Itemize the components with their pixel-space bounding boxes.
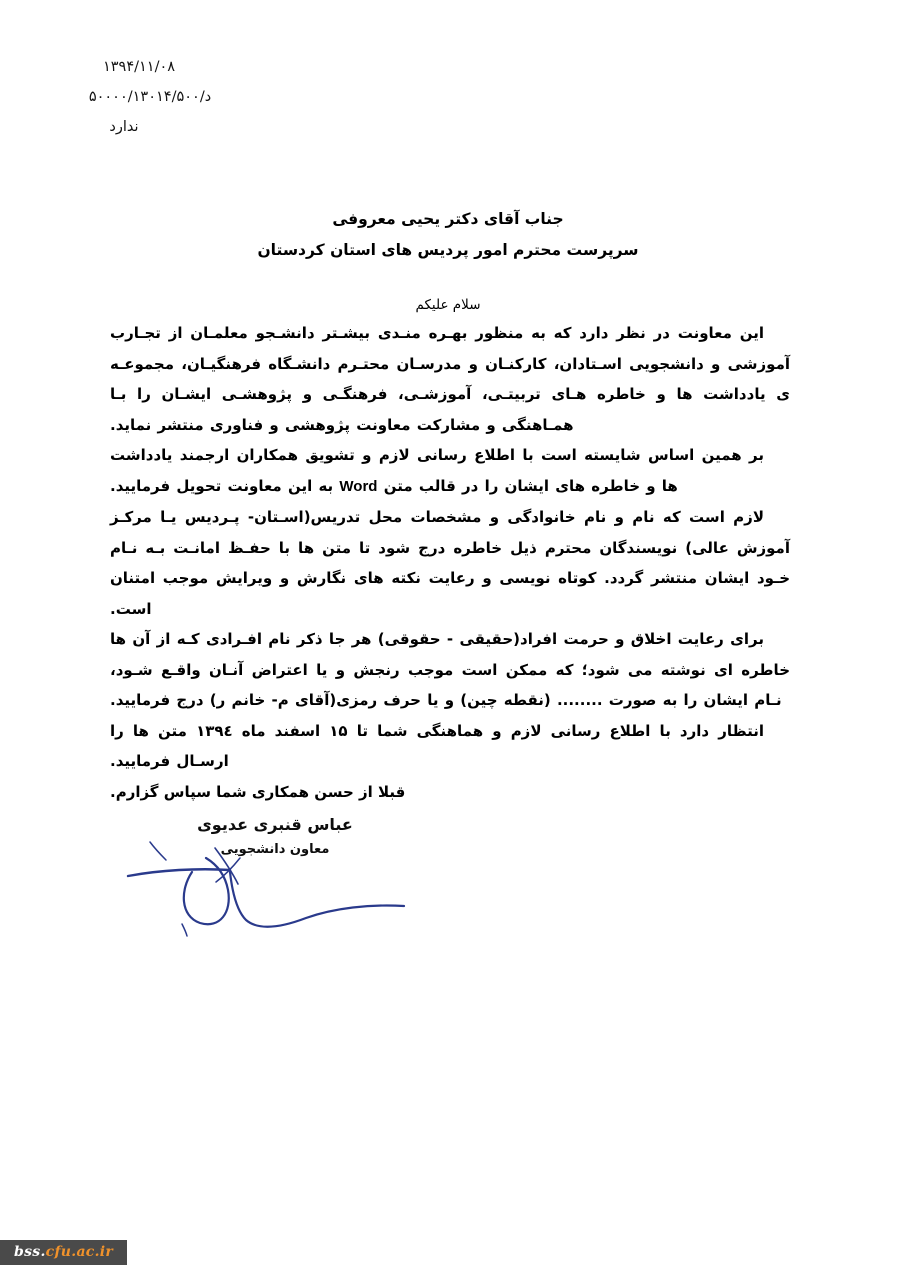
recipient-name: جناب آقای دکتر یحیی معروفی	[332, 210, 564, 228]
recipient-title: سرپرست محترم امور پردیس های استان کردستان	[257, 241, 639, 259]
recipient-block	[118, 204, 778, 266]
signature-block	[150, 812, 400, 862]
body-paragraph-4: برای رعایت اخلاق و حرمت افراد(حقیقی - حقوقی) هر جا ذکر نام افـرادی کـه از آن ها خاطره ای نوشته می شود؛ که ممکن است موجب رنجش و یا اعتراض آنـان واقـع شـود، نـام ایشان را به صورت ........ (نقطه چین) و یا حرف رمزی(آقای م- خانم ر) درج فرمایید.	[110, 630, 790, 709]
body-paragraph-2-part-b: به این معاونت تحویل فرمایید.	[110, 476, 340, 495]
body-paragraph-2-part-a: بر همین اساس شایسته است با اطلاع رسانی لازم و تشویق همکاران ارجمند یادداشت ها و خاطره های ایشان را در قالب متن	[110, 446, 764, 495]
signatory-title: معاون دانشجویی	[220, 842, 330, 857]
word-format-label: Word	[339, 477, 378, 495]
body-closing: قبلا از حسن همکاری شما سپاس گزارم.	[110, 782, 406, 801]
signatory-name: عباس قنبری عدیوی	[197, 815, 353, 834]
body-paragraph-5: انتظار دارد با اطلاع رسانی لازم و هماهنگی شما تا ۱۵ اسفند ماه ۱۳۹٤ متن ها را ارسـال فرمایید.	[110, 721, 764, 770]
letter-header	[0, 52, 300, 142]
body-paragraph-1: این معاونت در نظر دارد که به منظور بهـره منـدی بیشـتر دانشـجو معلمـان از تجـارب آموزشی و دانشجویی اسـتادان، کارکنـان و مدرسـان محتـرم دانشـگاه فرهنگیـان، مجموعـه ی یادداشت ها و خاطره هـای تربیتـی، آموزشـی، فرهنگـی و پژوهشـی ایشـان را بـا همـاهنگی و مشارکت معاونت پژوهشی و فناوری منتشر نماید.	[110, 324, 790, 434]
body-paragraph-3: لازم است که نام و نام خانوادگی و مشخصات محل تدریس(اسـتان- پـردیس یـا مرکـز آموزش عالی) نویسندگان محترم ذیل خاطره درج شود تا متن ها با حفـظ امانـت بـه نـام خـود ایشان منتشر گردد. کوتاه نویسی و رعایت نکته های نگارش و ویرایش موجب امتنان است.	[110, 508, 790, 618]
letter-date: ۱۳۹۴/۱۱/۰۸	[102, 59, 176, 75]
footer-watermark-badge	[0, 1240, 127, 1265]
letter-body	[110, 318, 790, 807]
body-paragraph-2	[110, 440, 790, 502]
letter-attachment: ندارد	[109, 119, 139, 135]
salutation: سلام علیکم	[415, 297, 481, 313]
footer-badge-domain: cfu.ac.ir	[45, 1244, 114, 1260]
footer-badge-prefix: bss.	[14, 1244, 46, 1260]
letter-reference-number: د/۵۰۰۰۰/۱۳۰۱۴/۵۰۰	[88, 89, 212, 105]
